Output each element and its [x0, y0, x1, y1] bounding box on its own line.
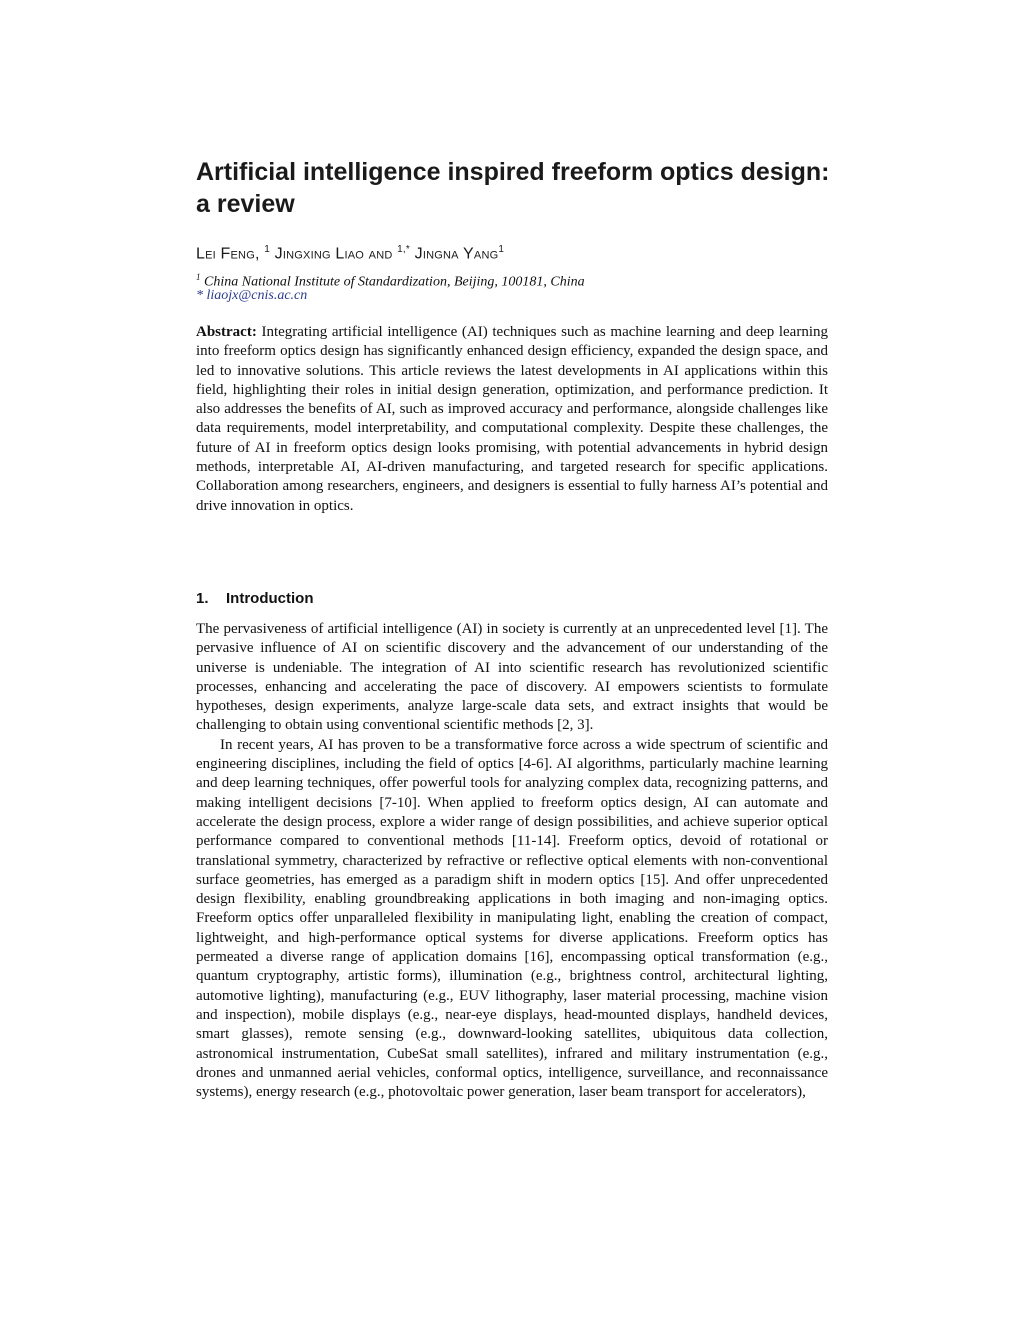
affiliation-mark: 1	[196, 272, 201, 282]
author-affiliation-mark: 1	[264, 244, 271, 255]
section-body	[196, 620, 828, 1102]
abstract-text: Integrating artificial intelligence (AI) techniques such as machine learning and deep learning into freeform optics design has significantly enhanced design efficiency, expanded the design space, and led to innovative solutions. This article reviews the latest developments in AI applications within this field, highlighting their roles in initial design generation, optimization, and performance prediction. It also addresses the benefits of AI, such as improved accuracy and performance, alongside challenges like data requirements, model interpretability, and computational complexity. Despite these challenges, the future of AI in freeform optics design looks promising, with potential advancements in hybrid design methods, interpretable AI, AI-driven manufacturing, and targeted research for specific applications. Collaboration among researchers, engineers, and designers is essential to fully harness AI’s potential and drive innovation in optics.	[196, 324, 828, 514]
author-affiliation-mark: 1,*	[397, 244, 410, 255]
corresponding-email[interactable]: * liaojx@cnis.ac.cn	[196, 288, 308, 303]
body-paragraph: The pervasiveness of artificial intelligence (AI) in society is currently at an unprecedented level [1]. The pervasive influence of AI on scientific discovery and the advancement of our understanding of the universe is undeniable. The integration of AI into scientific research has revolutionized scientific processes, enhancing and accelerating the pace of discovery. AI empowers scientists to formulate hypotheses, design experiments, analyze large-scale data sets, and extract insights that would be challenging to obtain using conventional scientific methods [2, 3].	[196, 621, 828, 734]
affiliation-text: China National Institute of Standardization, Beijing, 100181, China	[200, 274, 585, 290]
body-paragraph: In recent years, AI has proven to be a transformative force across a wide spectrum of scientific and engineering disciplines, including the field of optics [4-6]. AI algorithms, particularly machine learning and deep learning techniques, offer powerful tools for analyzing complex data, recognizing patterns, and making intelligent decisions [7-10]. When applied to freeform optics design, AI can automate and accelerate the design process, explore a wider range of design possibilities, and achieve superior optical performance compared to conventional methods [11-14]. Freeform optics, devoid of rotational or translational symmetry, characterized by refractive or reflective optical elements with non-conventional surface geometries, has emerged as a paradigm shift in modern optics [15]. And offer unprecedented design flexibility, enabling groundbreaking applications in both imaging and non-imaging optics. Freeform optics offer unparalleled flexibility in manipulating light, enabling the creation of compact, lightweight, and high-performance optical systems for diverse applications. Freeform optics has permeated a diverse range of application domains [16], encompassing optical transformation (e.g., quantum cryptography, artistic forms), illumination (e.g., brightness control, architectural lighting, automotive lighting), manufacturing (e.g., EUV lithography, laser material processing, machine vision and inspection), mobile displays (e.g., near-eye displays, head-mounted displays, handheld devices, smart glasses), remote sensing (e.g., downward-looking satellites, ubiquitous data collection, astronomical instrumentation, CubeSat small satellites), infrared and military instrumentation (e.g., drones and unmanned aerial vehicles, conformal optics, intelligence, surveillance, and reconnaissance systems), energy research (e.g., photovoltaic power generation, laser beam transport for accelerators),	[196, 736, 828, 1101]
abstract-label: Abstract:	[196, 324, 257, 340]
abstract	[196, 323, 828, 516]
section-heading	[196, 589, 313, 609]
author-name: Jingna Yang	[414, 245, 499, 263]
paper-title: Artificial intelligence inspired freeform optics design: a review	[196, 158, 830, 218]
author-name: Jingxing Liao	[274, 245, 365, 263]
section-title: Introduction	[226, 590, 314, 607]
author-list: Lei Feng, $^1$ Jingxing Liao and $^{1,*}$ Jingna Yang$^1$	[196, 244, 505, 263]
author-name: Lei Feng	[196, 245, 255, 263]
author-affiliation-mark: 1	[498, 244, 505, 255]
section-number: 1.	[196, 590, 209, 607]
